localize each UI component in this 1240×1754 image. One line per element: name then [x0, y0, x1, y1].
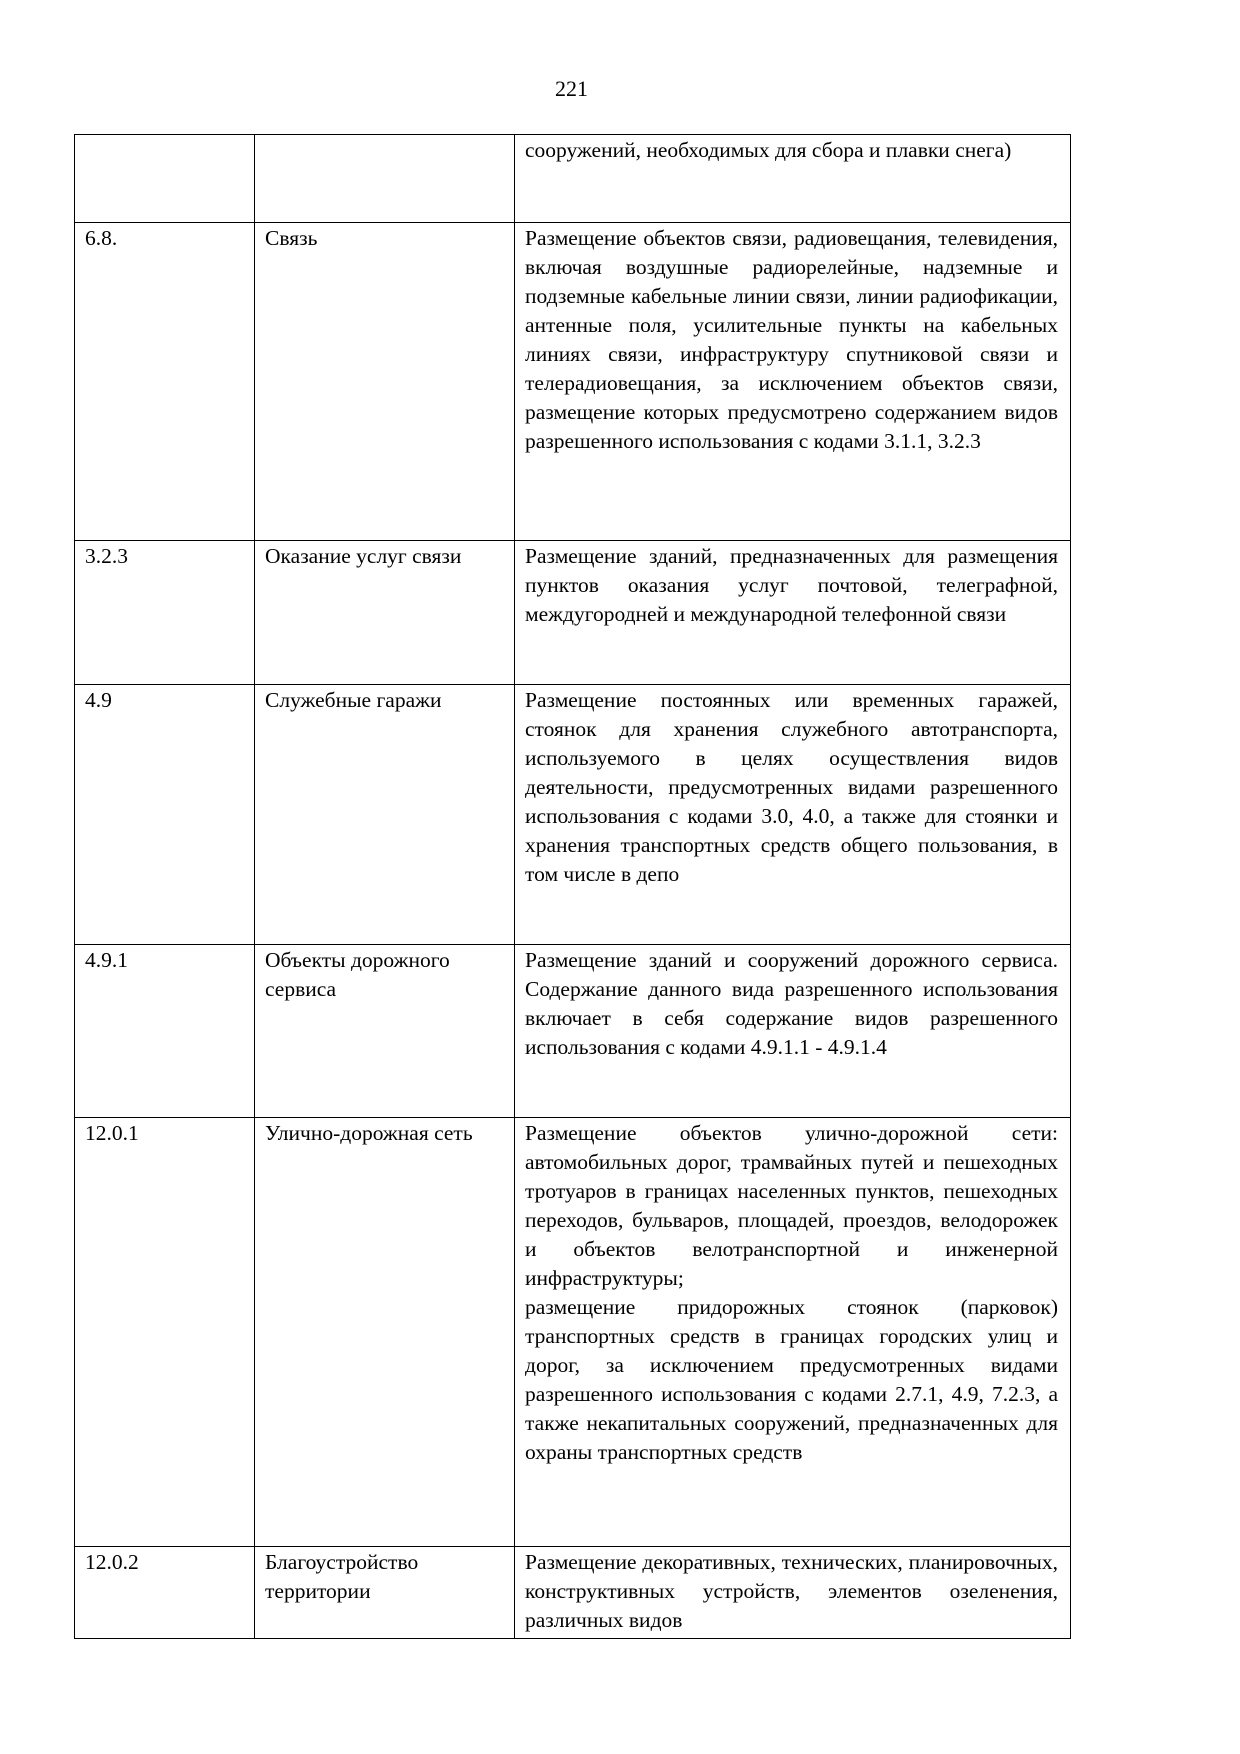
- table-row: [75, 223, 1071, 541]
- name-cell: Оказание услуг связи: [255, 541, 515, 685]
- code-cell: 3.2.3: [75, 541, 255, 685]
- description-text: Размещение зданий, предназначенных для размещения пунктов оказания услуг почтовой, телеграфной, междугородней и международной телефонной связи: [525, 544, 1058, 626]
- description-cell: [515, 1118, 1071, 1547]
- name-cell: Служебные гаражи: [255, 685, 515, 945]
- name-cell: [255, 135, 515, 223]
- code-cell: 12.0.2: [75, 1547, 255, 1639]
- name-cell: Благоустройство территории: [255, 1547, 515, 1639]
- description-cell: [515, 135, 1071, 223]
- description-text: Размещение зданий и сооружений дорожного сервиса. Содержание данного вида разрешенного использования включает в себя содержание видов разрешенного использования с кодами 4.9.1.1 - 4.9.1.4: [525, 948, 1058, 1059]
- code-cell: 4.9.1: [75, 945, 255, 1118]
- page-number: 221: [555, 76, 588, 101]
- table-row: [75, 1547, 1071, 1639]
- code-cell: [75, 135, 255, 223]
- description-cell: [515, 223, 1071, 541]
- land-use-table: [74, 134, 1071, 1639]
- table-row: [75, 685, 1071, 945]
- table-row: [75, 945, 1071, 1118]
- name-cell: Объекты дорожного сервиса: [255, 945, 515, 1118]
- description-cell: [515, 541, 1071, 685]
- description-cell: [515, 945, 1071, 1118]
- name-cell: Связь: [255, 223, 515, 541]
- description-text: Размещение объектов улично-дорожной сети: автомобильных дорог, трамвайных путей и пешеходных тротуаров в границах населенных пунктов, пешеходных переходов, бульваров, площадей, проездов, велодорожек и объектов велотранспортной и инженерной инфраструктуры;: [525, 1121, 1058, 1290]
- description-text: Размещение декоративных, технических, планировочных, конструктивных устройств, элементов озеленения, различных видов: [525, 1550, 1058, 1632]
- code-cell: 12.0.1: [75, 1118, 255, 1547]
- description-text: Размещение объектов связи, радиовещания, телевидения, включая воздушные радиорелейные, надземные и подземные кабельные линии связи, линии радиофикации, антенные поля, усилительные пункты на кабельных линиях связи, инфраструктуру спутниковой связи и телерадиовещания, за исключением объектов связи, размещение которых предусмотрено содержанием видов разрешенного использования с кодами 3.1.1, 3.2.3: [525, 226, 1058, 453]
- table-row: [75, 1118, 1071, 1547]
- code-cell: 6.8.: [75, 223, 255, 541]
- description-cell: [515, 1547, 1071, 1639]
- description-cell: [515, 685, 1071, 945]
- description-text: размещение придорожных стоянок (парковок) транспортных средств в границах городских улиц и дорог, за исключением предусмотренных видами разрешенного использования с кодами 2.7.1, 4.9, 7.2.3, а также некапитальных сооружений, предназначенных для охраны транспортных средств: [525, 1295, 1058, 1464]
- table-row: [75, 135, 1071, 223]
- name-cell: Улично-дорожная сеть: [255, 1118, 515, 1547]
- description-text: сооружений, необходимых для сбора и плавки снега): [525, 138, 1012, 162]
- description-text: Размещение постоянных или временных гаражей, стоянок для хранения служебного автотранспорта, используемого в целях осуществления видов деятельности, предусмотренных видами разрешенного использования с кодами 3.0, 4.0, а также для стоянки и хранения транспортных средств общего пользования, в том числе в депо: [525, 688, 1058, 886]
- code-cell: 4.9: [75, 685, 255, 945]
- table-row: [75, 541, 1071, 685]
